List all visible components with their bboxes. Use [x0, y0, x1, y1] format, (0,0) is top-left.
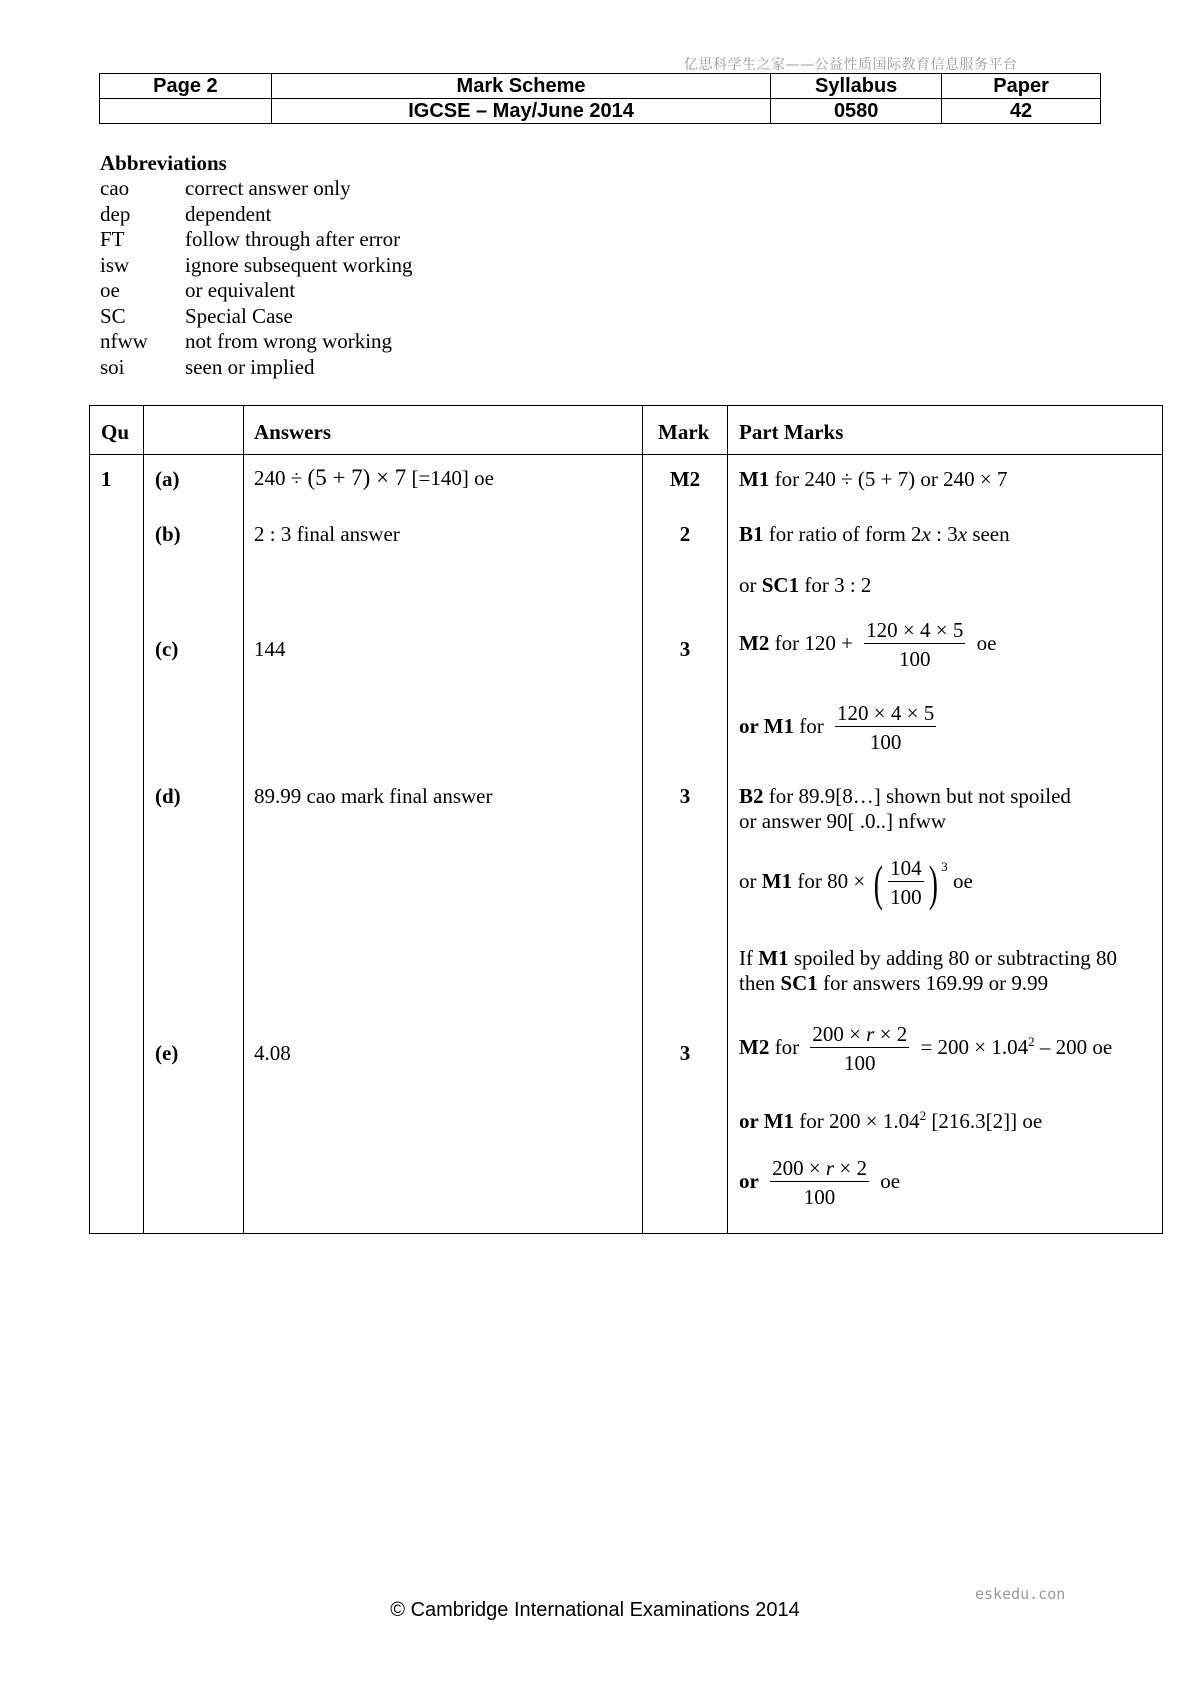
abbreviation-meaning: correct answer only — [185, 176, 351, 200]
header-title: Mark Scheme — [271, 74, 770, 99]
abbreviation-code: SC — [100, 303, 126, 328]
partmark-a-label: M1 — [739, 467, 770, 491]
answer-e: 4.08 — [254, 1041, 291, 1065]
abbreviation-meaning: not from wrong working — [185, 329, 393, 353]
part-label-b: (b) — [155, 522, 181, 546]
header-paper: 42 — [942, 99, 1101, 124]
abbreviation-row — [100, 278, 412, 304]
header-empty-cell — [100, 99, 272, 124]
partmark-e-label: M2 — [739, 1034, 770, 1059]
header-table — [99, 73, 1101, 124]
partmark-b-1 — [739, 522, 1010, 546]
footer-copyright: © Cambridge International Examinations 2014 — [390, 1599, 800, 1621]
partmark-e-or-label: or — [739, 1168, 759, 1193]
partmark-e-1: M2 for $\frac{200 \times r \times 2}{100}$ = $200 \times 1.04^2 - 200$ oe — [739, 1022, 1113, 1075]
abbreviation-row — [100, 176, 412, 202]
abbreviation-code: dep — [100, 201, 131, 226]
partmark-d-3-line2: then SC1 for answers 169.99 or 9.99 — [739, 971, 1049, 995]
header-syllabus: 0580 — [771, 99, 942, 124]
part-label-c: (c) — [155, 637, 179, 661]
abbreviation-code: nfww — [100, 329, 148, 353]
column-divider — [243, 406, 244, 1233]
part-label-a: (a) — [155, 467, 180, 491]
partmark-b-text: for ratio of form 2x : 3x seen — [768, 522, 1010, 546]
fraction: $\frac{120 \times 4 \times 5}{100}$ — [837, 701, 935, 754]
partmark-d-m1-label: M1 — [761, 868, 793, 893]
abbreviation-row — [100, 227, 412, 253]
partmark-e-m1-label: or M1 — [739, 1109, 795, 1133]
fraction: $\frac{120 \times 4 \times 5}{100}$ — [866, 618, 964, 671]
answer-a — [254, 466, 494, 490]
abbreviation-meaning: or equivalent — [185, 278, 296, 302]
answer-b: 2 : 3 final answer — [254, 522, 400, 546]
abbreviation-meaning: dependent — [185, 201, 272, 226]
partmark-a — [739, 467, 1008, 491]
abbreviation-row — [100, 355, 412, 381]
mark-c: 3 — [679, 637, 691, 661]
partmark-d-label: B2 — [739, 784, 764, 808]
partmark-e-3: or $\frac{200 \times r \times 2}{100}$ oe — [739, 1156, 901, 1209]
column-divider — [143, 406, 144, 1233]
abbreviation-code: soi — [100, 354, 125, 379]
partmark-b-2: or SC1 for 3 : 2 — [739, 573, 872, 597]
watermark-top: 亿思科学生之家——公益性质国际教育信息服务平台 — [684, 57, 1018, 73]
partmark-a-text: for 240 ÷ (5 + 7) or 240 × 7 — [774, 467, 1008, 491]
partmark-d-1: B2 for 89.9[8…] shown but not spoiled — [739, 784, 1071, 808]
mark-b: 2 — [679, 522, 691, 546]
partmark-d-2: or M1 for 80 × ( $\frac{104}{100}$ ) $^3$ oe — [739, 855, 973, 911]
fraction: $\frac{200 \times r \times 2}{100}$ — [812, 1022, 908, 1075]
partmark-c-1: M2 for 120 + $\frac{120 \times 4 \times 5}{100}$ oe — [739, 618, 997, 671]
answer-a-suffix: [=140] oe — [411, 466, 494, 490]
header-paper-label: Paper — [942, 74, 1101, 99]
partmark-d-sc-label: SC1 — [780, 971, 818, 995]
mark-d: 3 — [679, 784, 691, 808]
bracketed-fraction: ( $\frac{104}{100}$ ) $^3$ — [874, 855, 948, 911]
header-row-divider — [90, 454, 1162, 455]
mark-a: M2 — [669, 467, 701, 491]
header-page: Page 2 — [100, 74, 272, 99]
answer-a-prefix: 240 ÷ — [254, 466, 303, 490]
abbreviation-meaning: ignore subsequent working — [185, 252, 413, 277]
abbreviations-list — [100, 176, 412, 380]
fraction: $\frac{200 \times r \times 2}{100}$ — [772, 1156, 867, 1209]
abbreviation-row — [100, 329, 412, 355]
abbreviation-row — [100, 304, 412, 330]
abbreviation-code: FT — [100, 227, 125, 251]
col-header-answers: Answers — [254, 420, 331, 444]
answer-a-expression: (5 + 7) × 7 — [307, 465, 407, 490]
watermark-bottom: eskedu.con — [975, 1585, 1066, 1603]
abbreviation-meaning: seen or implied — [185, 354, 315, 379]
part-label-d: (d) — [155, 784, 181, 808]
abbreviation-code: isw — [100, 252, 130, 277]
partmark-c-m1-label: or M1 — [739, 713, 795, 738]
col-header-part-marks: Part Marks — [739, 420, 844, 444]
partmark-c-label: M2 — [739, 630, 770, 655]
abbreviation-code: cao — [100, 176, 130, 200]
partmark-d-1-line2: or answer 90[ .0..] nfww — [739, 809, 947, 833]
part-label-e: (e) — [155, 1041, 179, 1065]
abbreviation-code: oe — [100, 278, 120, 302]
partmark-d-3: If M1 spoiled by adding 80 or subtracting 80 — [739, 946, 1117, 970]
col-header-mark: Mark — [658, 420, 710, 444]
partmark-b-sc-label: SC1 — [761, 573, 800, 597]
partmark-d-spoiled-label: M1 — [758, 946, 789, 970]
partmark-b-label: B1 — [739, 522, 764, 546]
mark-e: 3 — [679, 1041, 691, 1065]
answer-d: 89.99 cao mark final answer — [254, 784, 493, 808]
partmark-e-2: or M1 for $200 \times 1.04^2$ [216.3[2]] oe — [739, 1108, 1043, 1133]
column-divider — [727, 406, 728, 1233]
abbreviation-meaning: Special Case — [185, 303, 293, 328]
abbreviation-row — [100, 202, 412, 228]
abbreviation-meaning: follow through after error — [185, 227, 401, 251]
answer-c: 144 — [254, 637, 286, 661]
abbreviation-row — [100, 253, 412, 279]
header-syllabus-label: Syllabus — [771, 74, 942, 99]
question-number: 1 — [101, 467, 112, 491]
header-subtitle: IGCSE – May/June 2014 — [271, 99, 770, 124]
partmark-c-2: or M1 for $\frac{120 \times 4 \times 5}{100}$ — [739, 701, 935, 754]
col-header-qu: Qu — [101, 420, 130, 444]
abbreviations-title: Abbreviations — [100, 151, 227, 175]
mark-scheme-table — [89, 405, 1163, 1234]
